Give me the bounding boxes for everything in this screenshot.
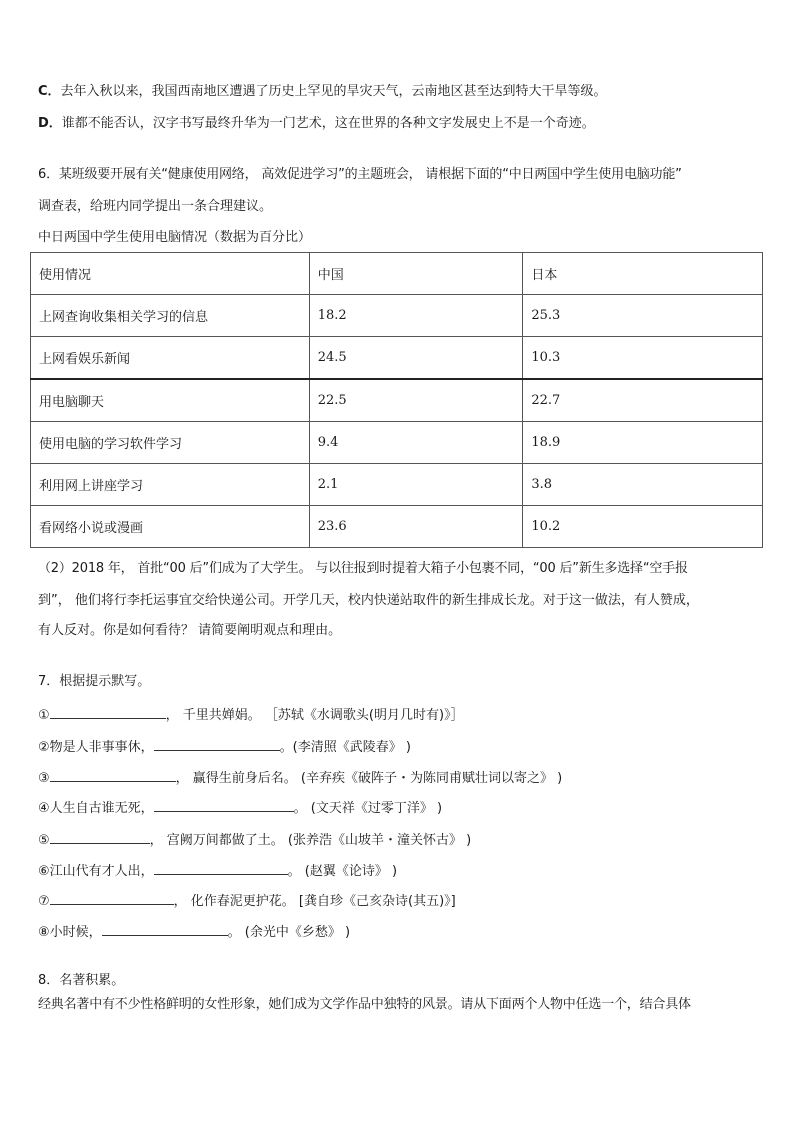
table-header-cell: 中国 <box>309 253 523 295</box>
answer-blank[interactable] <box>50 705 166 719</box>
q7-item-4 <box>38 798 442 818</box>
q8-text-line1: 经典名著中有不少性格鲜明的女性形象，她们成为文学作品中独特的风景。请从下面两个人物中任选一个，结合具体 <box>38 997 691 1012</box>
computer-usage-table <box>30 252 763 548</box>
table-cell: 22.7 <box>523 379 763 422</box>
option-d <box>38 115 595 133</box>
q7-item-prefix: ③ <box>38 771 50 786</box>
q7-item-suffix: ， 千里共婵娟。 ［苏轼《水调歌头(明月几时有)》］ <box>165 708 464 723</box>
table-cell: 看网络小说或漫画 <box>31 506 310 548</box>
table-cell: 9.4 <box>309 422 523 464</box>
table-cell: 18.9 <box>523 422 763 464</box>
table-cell: 利用网上讲座学习 <box>31 464 310 506</box>
q7-item-suffix: 。 (余光中《乡愁》 ) <box>227 925 351 940</box>
q6-part2-line1: （2）2018 年， 首批“00 后”们成为了大学生。 与以往报到时提着大箱子小包裹不同，“00 后”新生多选择“空手报 <box>38 561 688 576</box>
table-row <box>31 464 763 506</box>
option-d-label: D． <box>38 116 62 131</box>
table-cell: 10.3 <box>523 337 763 380</box>
table-header-cell: 使用情况 <box>31 253 310 295</box>
table-row <box>31 295 763 337</box>
table-cell: 上网查询收集相关学习的信息 <box>31 295 310 337</box>
q7-item-1 <box>38 705 464 725</box>
q7-item-prefix: ④人生自古谁无死， <box>38 801 154 816</box>
answer-blank[interactable] <box>50 830 150 844</box>
q8-title: 8．名著积累。 <box>38 973 125 988</box>
table-cell: 2.1 <box>309 464 523 506</box>
answer-blank[interactable] <box>102 922 228 936</box>
table-row <box>31 422 763 464</box>
q6-table-caption: 中日两国中学生使用电脑情况（数据为百分比） <box>38 230 312 245</box>
q7-item-suffix: ， 宫阙万间都做了土。 (张养浩《山坡羊・潼关怀古》 ) <box>149 833 472 848</box>
q7-item-prefix: ⑥江山代有才人出， <box>38 864 154 879</box>
table-cell: 23.6 <box>309 506 523 548</box>
table-cell: 3.8 <box>523 464 763 506</box>
q7-item-suffix: ， 化作春泥更护花。 [龚自珍《己亥杂诗(其五)》] <box>173 894 456 909</box>
answer-blank[interactable] <box>154 798 294 812</box>
q7-title: 7．根据提示默写。 <box>38 674 151 689</box>
q6-part2-line3: 有人反对。你是如何看待？ 请简要阐明观点和理由。 <box>38 623 342 638</box>
answer-blank[interactable] <box>154 737 280 751</box>
table-cell: 24.5 <box>309 337 523 380</box>
table-header-cell: 日本 <box>523 253 763 295</box>
table-cell: 10.2 <box>523 506 763 548</box>
option-d-text: 谁都不能否认，汉字书写最终升华为一门艺术，这在世界的各种文字发展史上不是一个奇迹。 <box>61 116 595 131</box>
q7-item-suffix: 。 (文天祥《过零丁洋》 ) <box>293 801 443 816</box>
q6-prompt-line2: 调查表，给班内同学提出一条合理建议。 <box>38 199 273 214</box>
q7-item-suffix: 。(李清照《武陵春》 ) <box>279 740 411 755</box>
q7-item-2 <box>38 737 411 757</box>
answer-blank[interactable] <box>50 891 174 905</box>
q7-item-5 <box>38 830 471 850</box>
option-c <box>38 83 607 101</box>
table-row <box>31 337 763 380</box>
table-cell: 25.3 <box>523 295 763 337</box>
table-cell: 22.5 <box>309 379 523 422</box>
q7-item-prefix: ⑧小时候， <box>38 925 102 940</box>
option-c-label: C． <box>38 84 61 99</box>
q7-item-7 <box>38 891 456 911</box>
q7-item-3 <box>38 768 562 788</box>
q7-item-prefix: ⑤ <box>38 833 50 848</box>
q7-item-prefix: ① <box>38 708 50 723</box>
option-c-text: 去年入秋以来，我国西南地区遭遇了历史上罕见的旱灾天气，云南地区甚至达到特大干旱等级。 <box>60 84 607 99</box>
table-cell: 上网看娱乐新闻 <box>31 337 310 380</box>
table-cell: 用电脑聊天 <box>31 379 310 422</box>
table-row <box>31 506 763 548</box>
table-cell: 18.2 <box>309 295 523 337</box>
q6-part2-line2: 到”， 他们将行李托运事宜交给快递公司。开学几天，校内快递站取件的新生排成长龙。对于这一做法，有人赞成， <box>38 593 699 608</box>
answer-blank[interactable] <box>154 861 288 875</box>
q6-prompt-line1: 6．某班级要开展有关“健康使用网络， 高效促进学习”的主题班会， 请根据下面的“中日两国中学生使用电脑功能” <box>38 167 682 182</box>
table-row <box>31 379 763 422</box>
answer-blank[interactable] <box>50 768 176 782</box>
table-header-row <box>31 253 763 295</box>
q7-item-suffix: 。 (赵翼《论诗》 ) <box>287 864 398 879</box>
q7-item-prefix: ⑦ <box>38 894 50 909</box>
q7-item-suffix: ， 赢得生前身后名。 (辛弃疾《破阵子・为陈同甫赋壮词以寄之》 ) <box>175 771 563 786</box>
q7-item-prefix: ②物是人非事事休， <box>38 740 154 755</box>
q7-item-8 <box>38 922 350 942</box>
q7-item-6 <box>38 861 397 881</box>
table-cell: 使用电脑的学习软件学习 <box>31 422 310 464</box>
